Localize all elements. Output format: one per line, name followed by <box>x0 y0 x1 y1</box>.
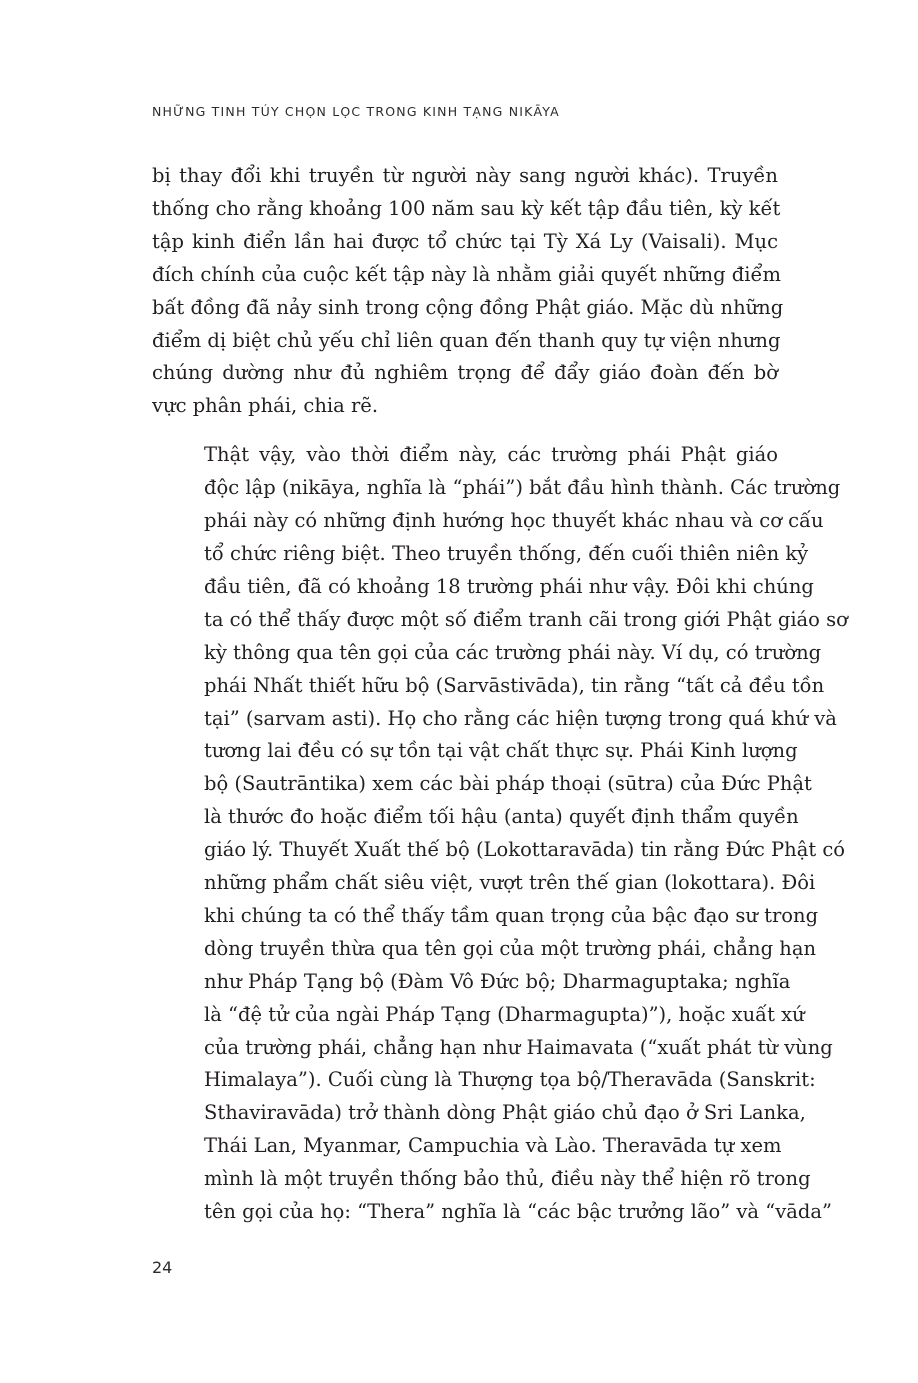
text-line: dòng truyền thừa qua tên gọi của một trường phái, chẳng hạn <box>204 936 817 960</box>
text-line: mình là một truyền thống bảo thủ, điều này thể hiện rõ trong <box>204 1167 811 1191</box>
page-number: 24 <box>152 1258 173 1277</box>
text-line: giáo lý. Thuyết Xuất thế bộ (Lokottaravāda) tin rằng Đức Phật có <box>204 838 846 862</box>
text-line: chúng dường như đủ nghiêm trọng để đẩy giáo đoàn đến bờ <box>152 361 778 385</box>
text-line: đích chính của cuộc kết tập này là nhằm giải quyết những điểm <box>152 262 781 286</box>
paragraph-1 <box>152 160 784 423</box>
text-line: phái Nhất thiết hữu bộ (Sarvāstivāda), tin rằng “tất cả đều tồn <box>204 673 825 697</box>
text-line: tổ chức riêng biệt. Theo truyền thống, đến cuối thiên niên kỷ <box>204 541 809 565</box>
text-line: Thật vậy, vào thời điểm này, các trường phái Phật giáo <box>204 443 778 467</box>
paragraph-2 <box>152 439 848 1229</box>
text-line: phái này có những định hướng học thuyết khác nhau và cơ cấu <box>204 509 824 533</box>
text-line: thống cho rằng khoảng 100 năm sau kỳ kết tập đầu tiên, kỳ kết <box>152 196 781 220</box>
text-line: Thái Lan, Myanmar, Campuchia và Lào. Theravāda tự xem <box>204 1134 782 1158</box>
text-line: bộ (Sautrāntika) xem các bài pháp thoại (sūtra) của Đức Phật <box>204 772 812 796</box>
text-line: Himalaya”). Cuối cùng là Thượng tọa bộ/Theravāda (Sanskrit: <box>204 1068 816 1092</box>
text-line: đầu tiên, đã có khoảng 18 trường phái như vậy. Đôi khi chúng <box>204 574 814 598</box>
text-line: Sthaviravāda) trở thành dòng Phật giáo chủ đạo ở Sri Lanka, <box>204 1101 806 1125</box>
text-line: độc lập (nikāya, nghĩa là “phái”) bắt đầu hình thành. Các trường <box>204 476 841 500</box>
text-line: điểm dị biệt chủ yếu chỉ liên quan đến thanh quy tự viện nhưng <box>152 328 781 352</box>
text-line: ta có thể thấy được một số điểm tranh cãi trong giới Phật giáo sơ <box>204 607 848 631</box>
text-line: vực phân phái, chia rẽ. <box>152 394 379 418</box>
text-line: những phẩm chất siêu việt, vượt trên thế gian (lokottara). Đôi <box>204 871 816 895</box>
text-line: tên gọi của họ: “Thera” nghĩa là “các bậc trưởng lão” và “vāda” <box>204 1200 832 1224</box>
text-line: bất đồng đã nảy sinh trong cộng đồng Phật giáo. Mặc dù những <box>152 295 784 319</box>
body-text <box>152 160 848 1229</box>
running-header: NHỮNG TINH TÚY CHỌN LỌC TRONG KINH TẠNG NIKĀYA <box>152 104 560 119</box>
text-line: bị thay đổi khi truyền từ người này sang người khác). Truyền <box>152 164 778 187</box>
text-line: tại” (sarvam asti). Họ cho rằng các hiện tượng trong quá khứ và <box>204 706 837 730</box>
text-line: tương lai đều có sự tồn tại vật chất thực sự. Phái Kinh lượng <box>204 739 798 763</box>
text-line: là thước đo hoặc điểm tối hậu (anta) quyết định thẩm quyền <box>204 805 799 829</box>
text-line: tập kinh điển lần hai được tổ chức tại Tỳ Xá Ly (Vaisali). Mục <box>152 229 778 253</box>
text-line: kỳ thông qua tên gọi của các trường phái này. Ví dụ, có trường <box>204 640 822 664</box>
text-line: là “đệ tử của ngài Pháp Tạng (Dharmagupta)”), hoặc xuất xứ <box>204 1002 805 1026</box>
text-line: của trường phái, chẳng hạn như Haimavata (“xuất phát từ vùng <box>204 1035 833 1059</box>
text-line: khi chúng ta có thể thấy tầm quan trọng của bậc đạo sư trong <box>204 903 819 927</box>
text-line: như Pháp Tạng bộ (Đàm Vô Đức bộ; Dharmaguptaka; nghĩa <box>204 969 791 993</box>
